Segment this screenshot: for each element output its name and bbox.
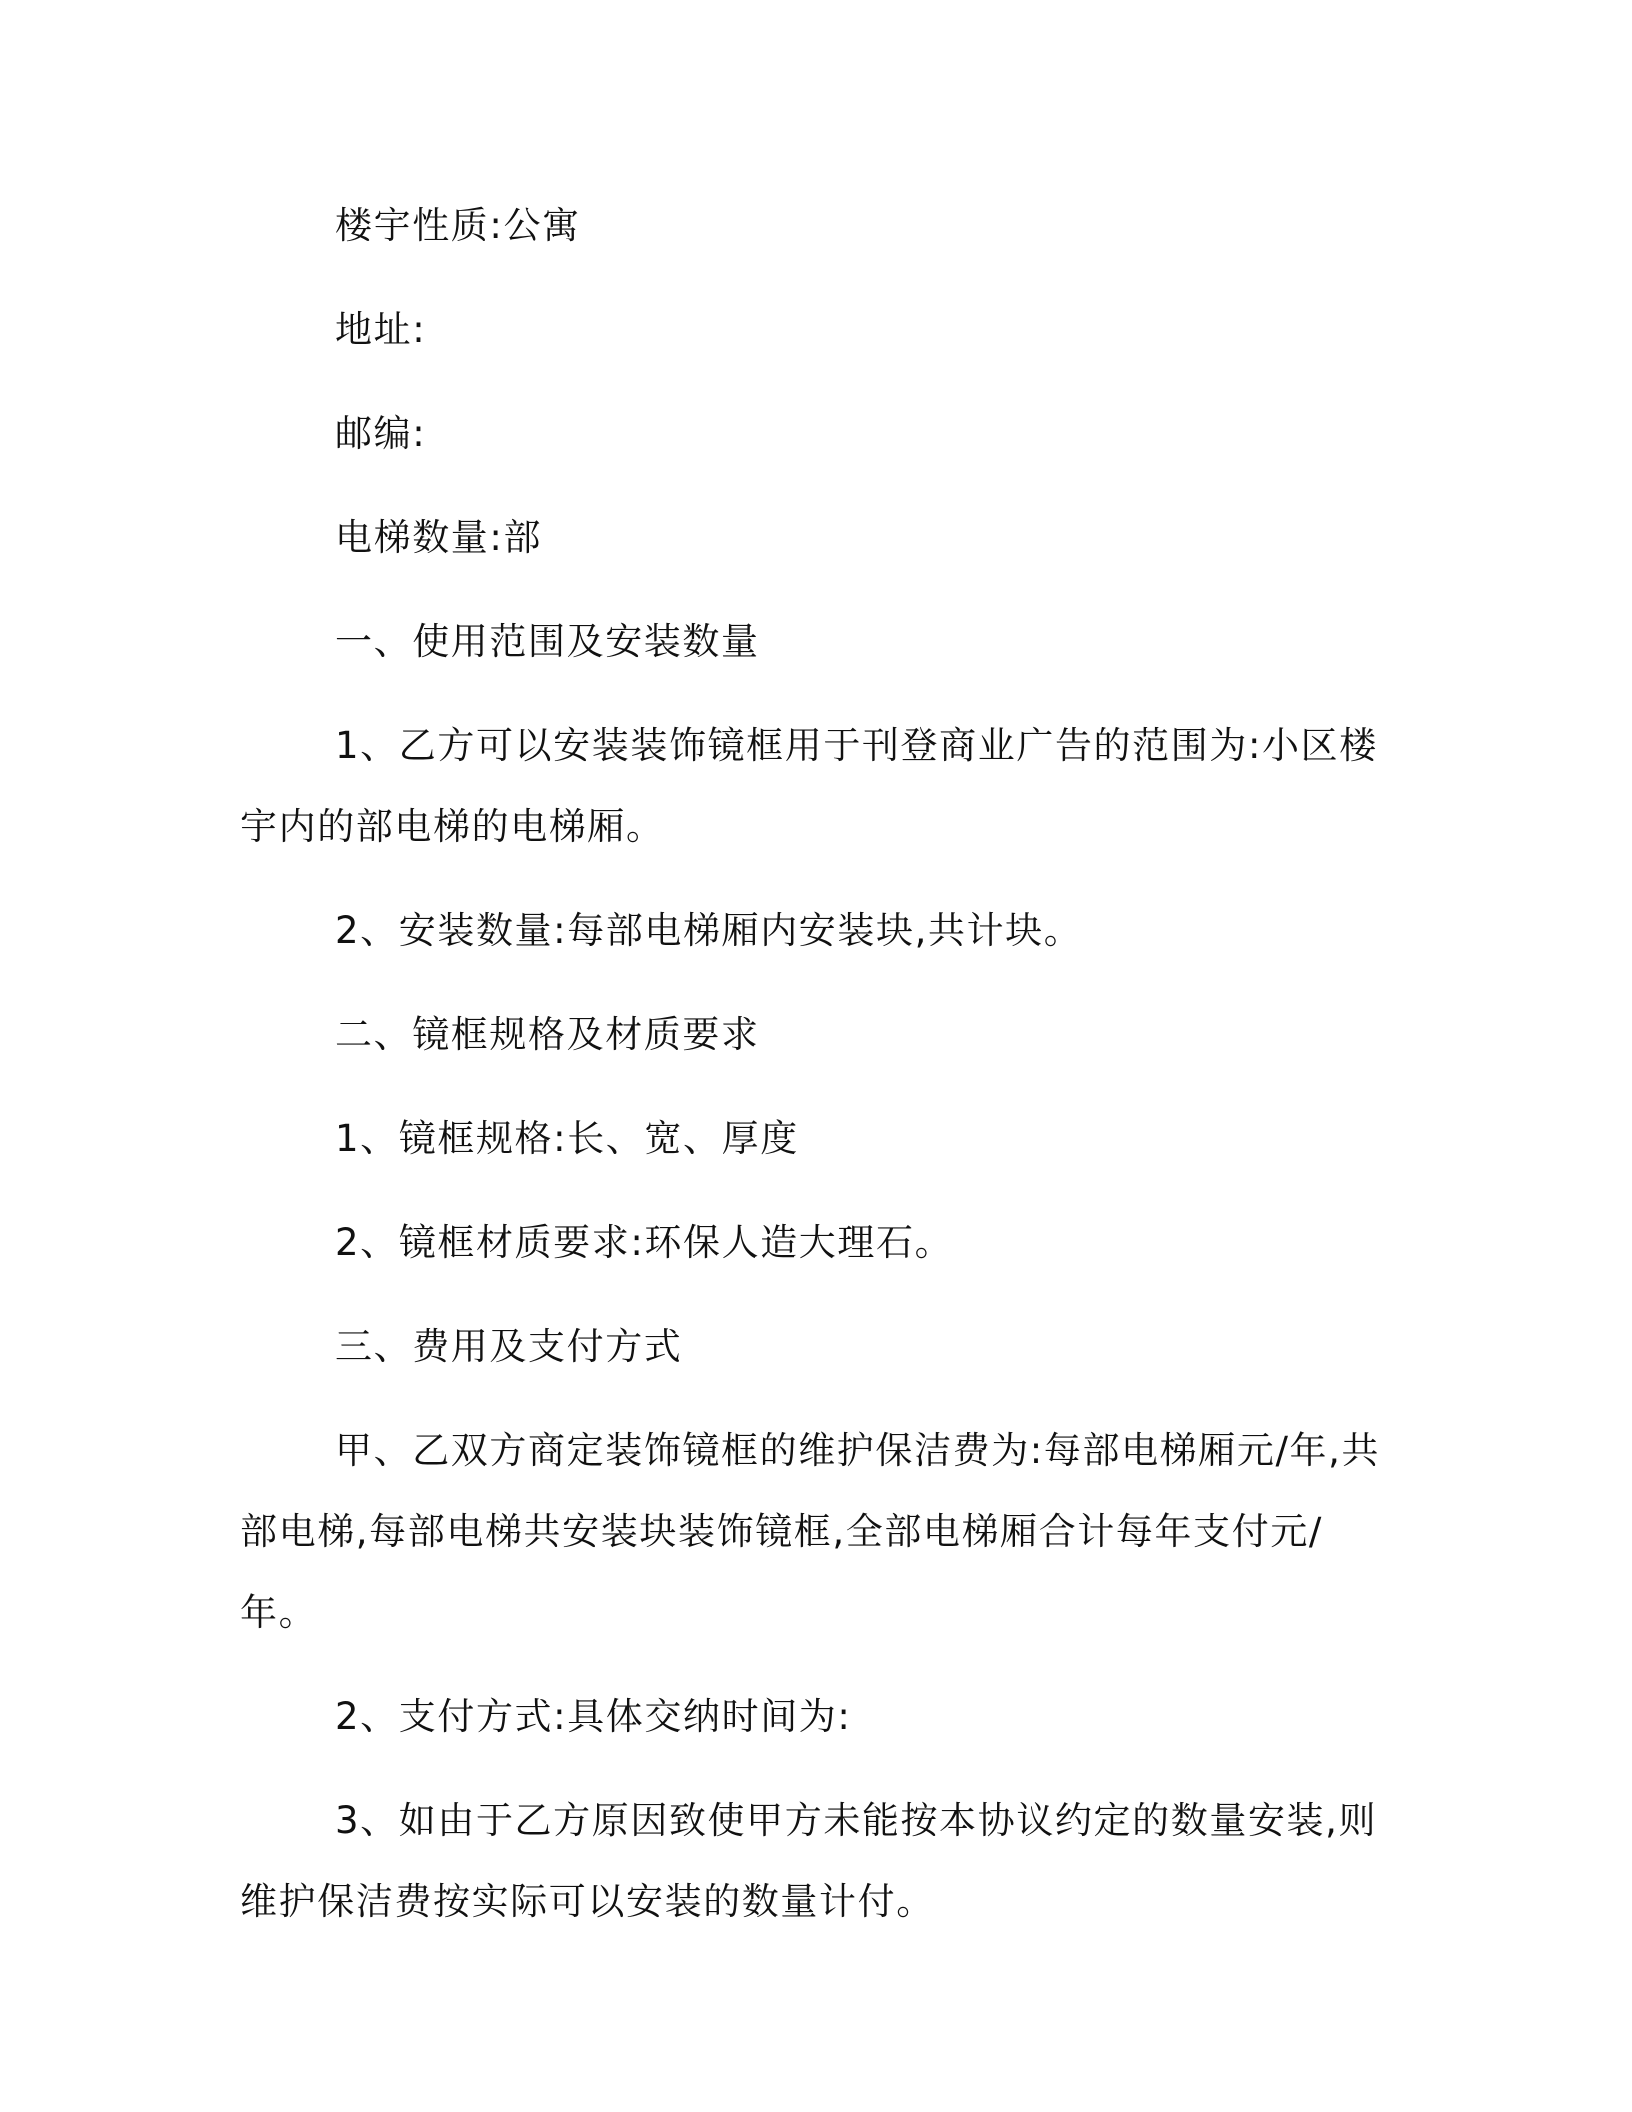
section-heading-spec: 二、镜框规格及材质要求 [335, 1013, 760, 1056]
fees-clause-2: 2、支付方式:具体交纳时间为: [335, 1695, 852, 1738]
spec-clause-1: 1、镜框规格:长、宽、厚度 [335, 1117, 799, 1160]
fees-clause-1: 甲、乙双方商定装饰镜框的维护保洁费为:每部电梯厢元/年,共部电梯,每部电梯共安装块装饰镜框,全部电梯厢合计每年支付元/年。 [240, 1429, 1381, 1634]
document-body [240, 185, 1382, 1965]
address-line: 地址: [335, 308, 427, 351]
section-heading-scope: 一、使用范围及安装数量 [335, 620, 760, 663]
spec-clause-2: 2、镜框材质要求:环保人造大理石。 [335, 1221, 954, 1264]
fees-clause-3: 3、如由于乙方原因致使甲方未能按本协议约定的数量安装,则维护保洁费按实际可以安装的数量计付。 [240, 1799, 1378, 1923]
section-heading-fees: 三、费用及支付方式 [335, 1325, 683, 1368]
scope-clause-1: 1、乙方可以安装装饰镜框用于刊登商业广告的范围为:小区楼宇内的部电梯的电梯厢。 [240, 724, 1378, 848]
scope-clause-2: 2、安装数量:每部电梯厢内安装块,共计块。 [335, 909, 1083, 952]
building-type-line: 楼宇性质:公寓 [335, 204, 581, 247]
postcode-line: 邮编: [335, 412, 427, 455]
elevator-count-line: 电梯数量:部 [335, 516, 543, 559]
